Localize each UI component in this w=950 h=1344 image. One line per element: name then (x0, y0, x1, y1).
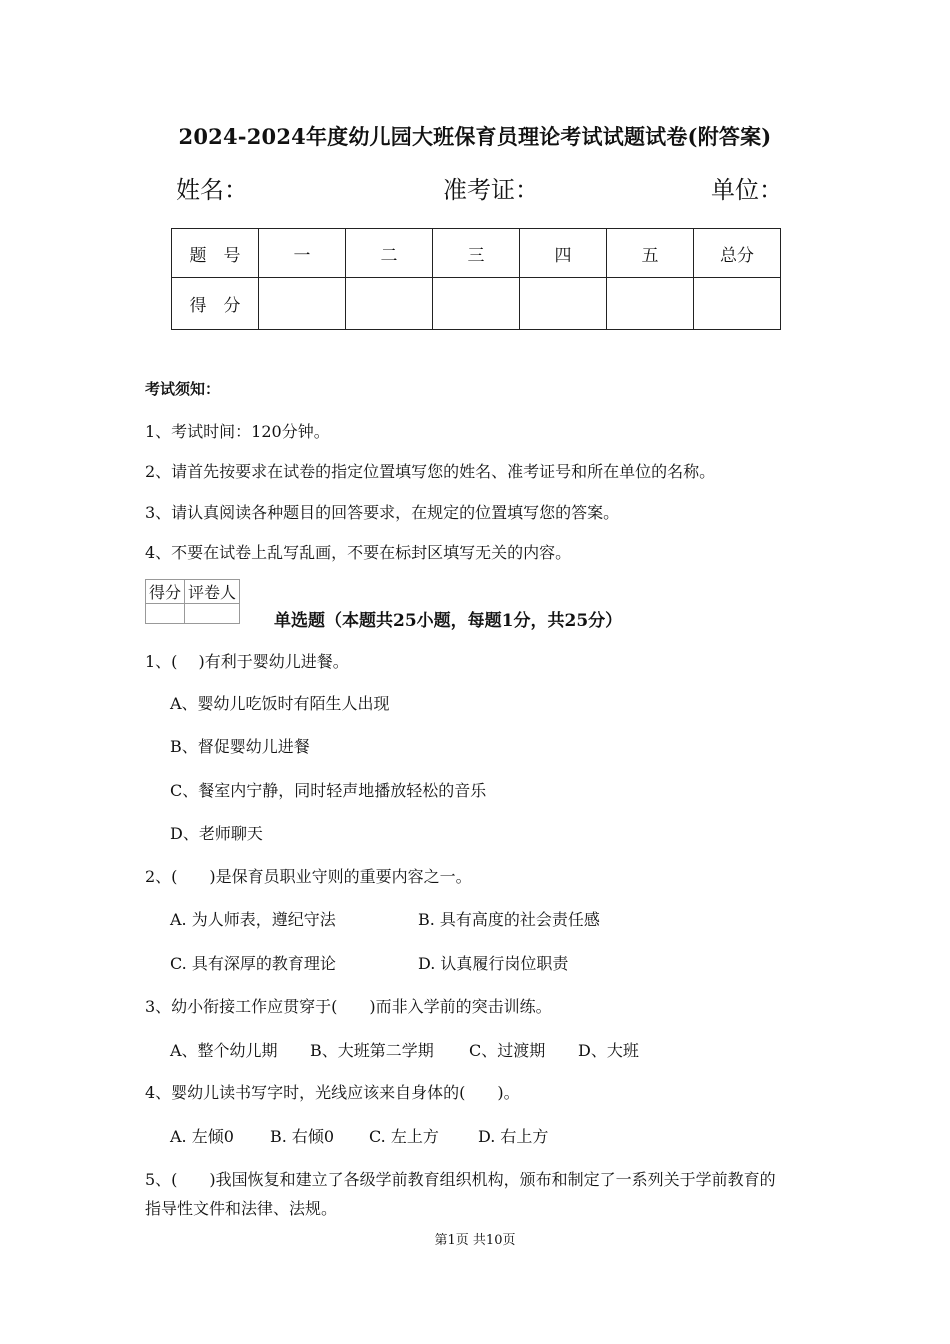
score-cell[interactable] (259, 278, 346, 330)
question-option: D. 认真履行岗位职责 (418, 954, 569, 973)
question-option: B、大班第二学期 (310, 1041, 434, 1060)
document-title: 2024-2024年度幼儿园大班保育员理论考试试题试卷(附答案) (178, 124, 772, 149)
grader-box-entry-row (146, 604, 240, 624)
grader-name-cell[interactable] (185, 604, 240, 624)
grader-score-cell[interactable] (146, 604, 185, 624)
score-cell[interactable] (520, 278, 607, 330)
score-table-col-1: 一 (259, 229, 346, 278)
question-option: A、整个幼儿期 (170, 1041, 278, 1060)
score-table-score-row (172, 278, 781, 330)
question-option: A. 为人师表，遵纪守法 (170, 910, 336, 929)
score-table-col-2: 二 (346, 229, 433, 278)
grader-score-label: 得分 (146, 580, 185, 604)
question-stem-continued: 指导性文件和法律、法规。 (145, 1199, 338, 1218)
question-option: A、婴幼儿吃饭时有陌生人出现 (170, 694, 390, 713)
score-table-col-total: 总分 (694, 229, 781, 278)
question-stem: 3、幼小衔接工作应贯穿于( )而非入学前的突击训练。 (145, 997, 552, 1016)
question-option: D、大班 (578, 1041, 639, 1060)
score-cell[interactable] (346, 278, 433, 330)
question-option: D、老师聊天 (170, 824, 263, 843)
notice-heading: 考试须知： (145, 380, 221, 398)
exam-number-label: 准考证： (443, 176, 539, 204)
score-table-col-4: 四 (520, 229, 607, 278)
name-label: 姓名： (176, 176, 248, 204)
question-option: C、餐室内宁静，同时轻声地播放轻松的音乐 (170, 781, 487, 800)
question-option: B、督促婴幼儿进餐 (170, 737, 310, 756)
page-footer: 第1页 共10页 (434, 1233, 516, 1248)
question-option: A. 左倾0 (170, 1127, 234, 1146)
notice-item: 1、考试时间：120分钟。 (145, 422, 330, 441)
notice-item: 4、不要在试卷上乱写乱画，不要在标封区填写无关的内容。 (145, 543, 572, 562)
question-stem: 2、( )是保育员职业守则的重要内容之一。 (145, 867, 472, 886)
grader-box-label-row (146, 580, 240, 604)
question-option: D. 右上方 (478, 1127, 549, 1146)
question-stem: 4、婴幼儿读书写字时，光线应该来自身体的( )。 (145, 1083, 520, 1102)
notice-item: 2、请首先按要求在试卷的指定位置填写您的姓名、准考证号和所在单位的名称。 (145, 462, 716, 481)
question-option: C. 左上方 (369, 1127, 439, 1146)
score-cell[interactable] (607, 278, 694, 330)
score-table-col-5: 五 (607, 229, 694, 278)
score-cell[interactable] (694, 278, 781, 330)
notice-item: 3、请认真阅读各种题目的回答要求，在规定的位置填写您的答案。 (145, 503, 620, 522)
score-table-header-label: 题 号 (172, 229, 259, 278)
question-option: B. 具有高度的社会责任感 (418, 910, 600, 929)
score-table (171, 228, 781, 330)
score-table-header-row (172, 229, 781, 278)
grader-box (145, 579, 240, 624)
question-option: B. 右倾0 (270, 1127, 335, 1146)
question-option: C、过渡期 (469, 1041, 546, 1060)
section-title: 单选题（本题共25小题，每题1分，共25分） (274, 611, 623, 631)
question-stem: 5、( )我国恢复和建立了各级学前教育组织机构，颁布和制定了一系列关于学前教育的 (145, 1170, 776, 1189)
score-table-score-label: 得 分 (172, 278, 259, 330)
score-table-col-3: 三 (433, 229, 520, 278)
unit-label: 单位： (711, 176, 783, 204)
score-cell[interactable] (433, 278, 520, 330)
question-stem: 1、( )有利于婴幼儿进餐。 (145, 652, 349, 671)
grader-name-label: 评卷人 (185, 580, 240, 604)
question-option: C. 具有深厚的教育理论 (170, 954, 336, 973)
